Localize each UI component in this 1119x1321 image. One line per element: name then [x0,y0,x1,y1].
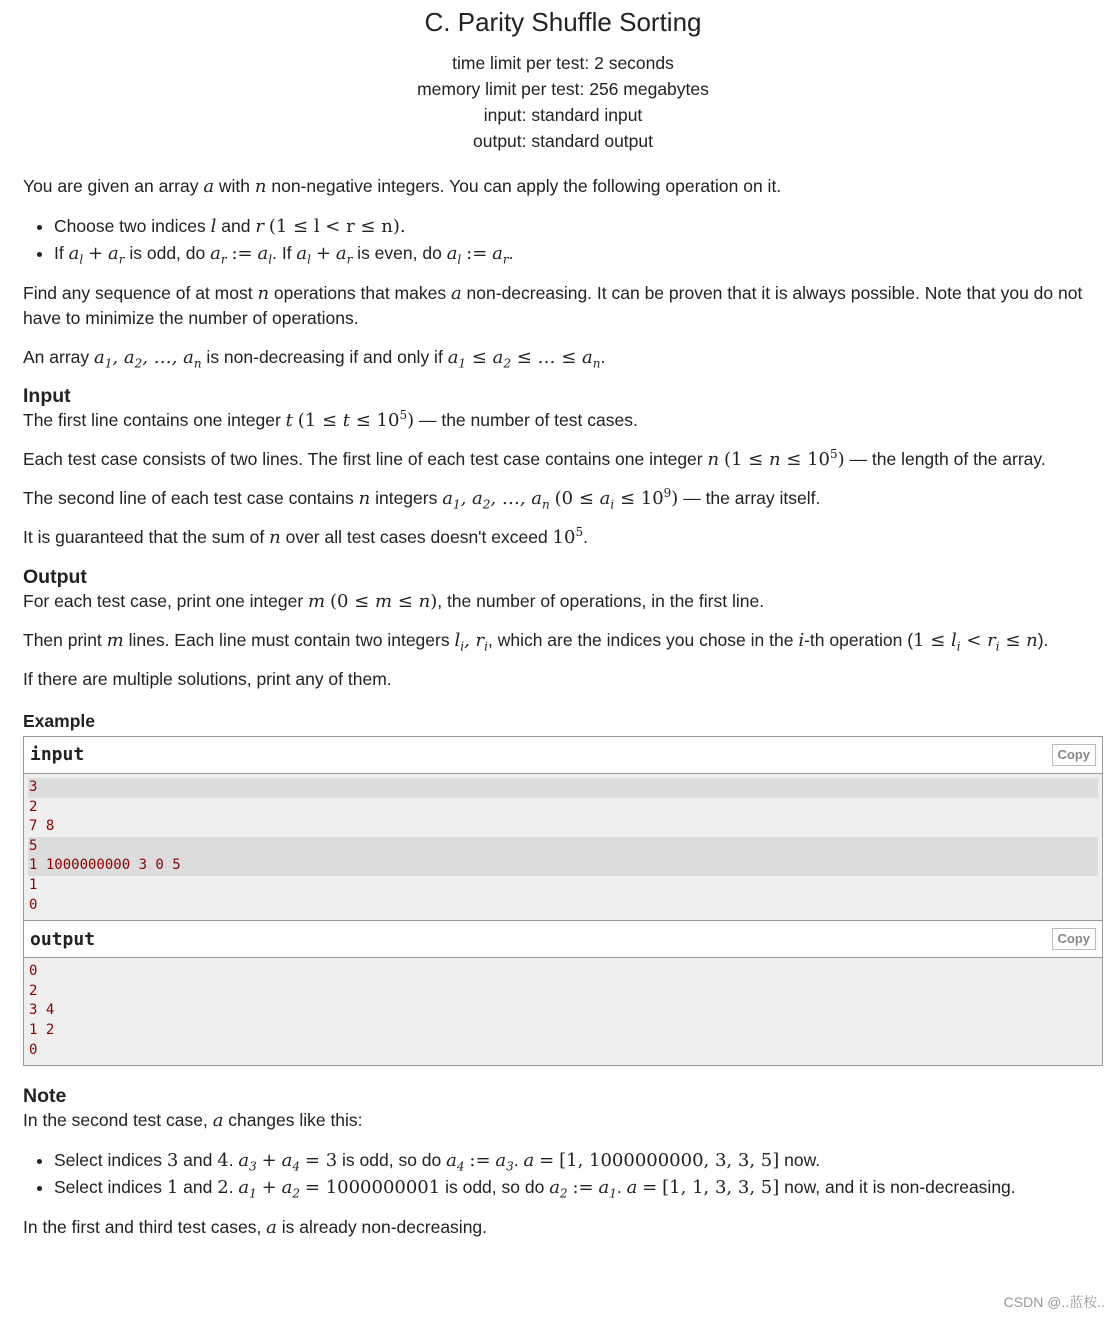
sample-output-header [24,921,1102,958]
problem-statement [23,6,1103,1254]
time-limit: time limit per test: 2 seconds [452,52,674,73]
sample-input-line: 1 [29,876,38,893]
problem-title: C. Parity Shuffle Sorting [424,7,702,37]
note-p1: In the second test case, a changes like this: [23,1110,363,1132]
output-spec-p3: If there are multiple solutions, print any of them. [23,668,392,689]
operation-list [23,213,1103,267]
input-spec-p1: The first line contains one integer t $(1 \le t \le 10^5)$ — the number of test cases. [23,407,638,431]
copy-output-button[interactable]: Copy [1052,928,1097,950]
sample-input-line: 0 [29,896,38,913]
sample-input-line: 3 [28,778,1098,798]
output-section-title: Output [23,565,87,588]
sample-output-line: 0 [29,1041,38,1058]
sample-output-line: 0 [29,963,38,980]
problem-header [23,6,1103,154]
sample-input-line: 2 [29,798,38,815]
legend-find: Find any sequence of at most n operations that makes a non-decreasing. It can be proven that it is always possible. Note that you do not have to minimize the number of operations. [23,282,1083,329]
sample-output-line: 1 2 [29,1021,55,1038]
input-file: input: standard input [483,104,643,125]
list-item: • Choose two indices l and r (1 ≤ l < r ≤ n). [54,213,1103,240]
sample-input-line: 7 8 [29,818,55,835]
example-title: Example [23,711,95,732]
memory-limit: memory limit per test: 256 megabytes [417,78,709,99]
output-spec-p1: For each test case, print one integer m (0 ≤ m ≤ n), the number of operations, in the first line. [23,590,765,612]
list-item: • Select indices 3 and 4. $a_3 + a_4 = 3$ is odd, so do $a_4$ := $a_3$. a = [1, 1000000000, 3, 3, 5] now. [54,1147,1103,1174]
sample-input-line: 1 1000000000 3 0 5 [28,856,1098,876]
legend-intro: You are given an array a with n non-negative integers. You can apply the following operation on it. [23,175,782,197]
list-item: • Select indices 1 and 2. $a_1 + a_2 = 1000000001$ is odd, so do $a_2$ := $a_1$. a = [1, 1, 3, 3, 5] now, and it is non-decreasing. [54,1174,1103,1201]
watermark: CSDN @..蓝桉.. [1003,1294,1105,1311]
input-section-title: Input [23,384,71,407]
note-p2: In the first and third test cases, a is already non-decreasing. [23,1217,488,1239]
list-item: • If $a_l + a_r$ is odd, do $a_r$ := $a_l$. If $a_l + a_r$ is even, do $a_l$ := $a_r$. [54,240,1103,267]
input-spec-p2: Each test case consists of two lines. The first line of each test case contains one integer n $(1 \le n \le 10^5)$ — the length of the array. [23,447,1046,471]
sample-output-label: output [30,928,96,950]
sample-input-body[interactable] [24,774,1102,920]
sample-input-line: 5 [28,837,1098,857]
note-list [23,1147,1103,1201]
copy-input-button[interactable]: Copy [1052,744,1097,766]
legend-nondecreasing: An array $a_1$, $a_2$, …, $a_n$ is non-decreasing if and only if $a_1 \le a_2$ ≤ … ≤ $a_n$. [23,346,606,371]
input-spec-p4: It is guaranteed that the sum of n over all test cases doesn't exceed $10^5$. [23,525,588,549]
output-spec-p2: Then print m lines. Each line must contain two integers $l_i$, $r_i$, which are the indices you chose in the i-th operation $(1 \le l_i < r_i \le n)$. [23,629,1049,654]
sample-output-body[interactable] [24,958,1102,1065]
sample-output-line: 2 [29,982,38,999]
note-section-title: Note [23,1085,67,1108]
sample-input-header [24,737,1102,774]
output-file: output: standard output [473,130,653,151]
sample-test [23,736,1103,1066]
sample-output-line: 3 4 [29,1002,55,1019]
input-spec-p3: The second line of each test case contains n integers $a_1$, $a_2$, …, $a_n$ $(0 \le a_i \le 10^9)$ — the array itself. [23,486,821,512]
sample-input-label: input [30,744,85,766]
